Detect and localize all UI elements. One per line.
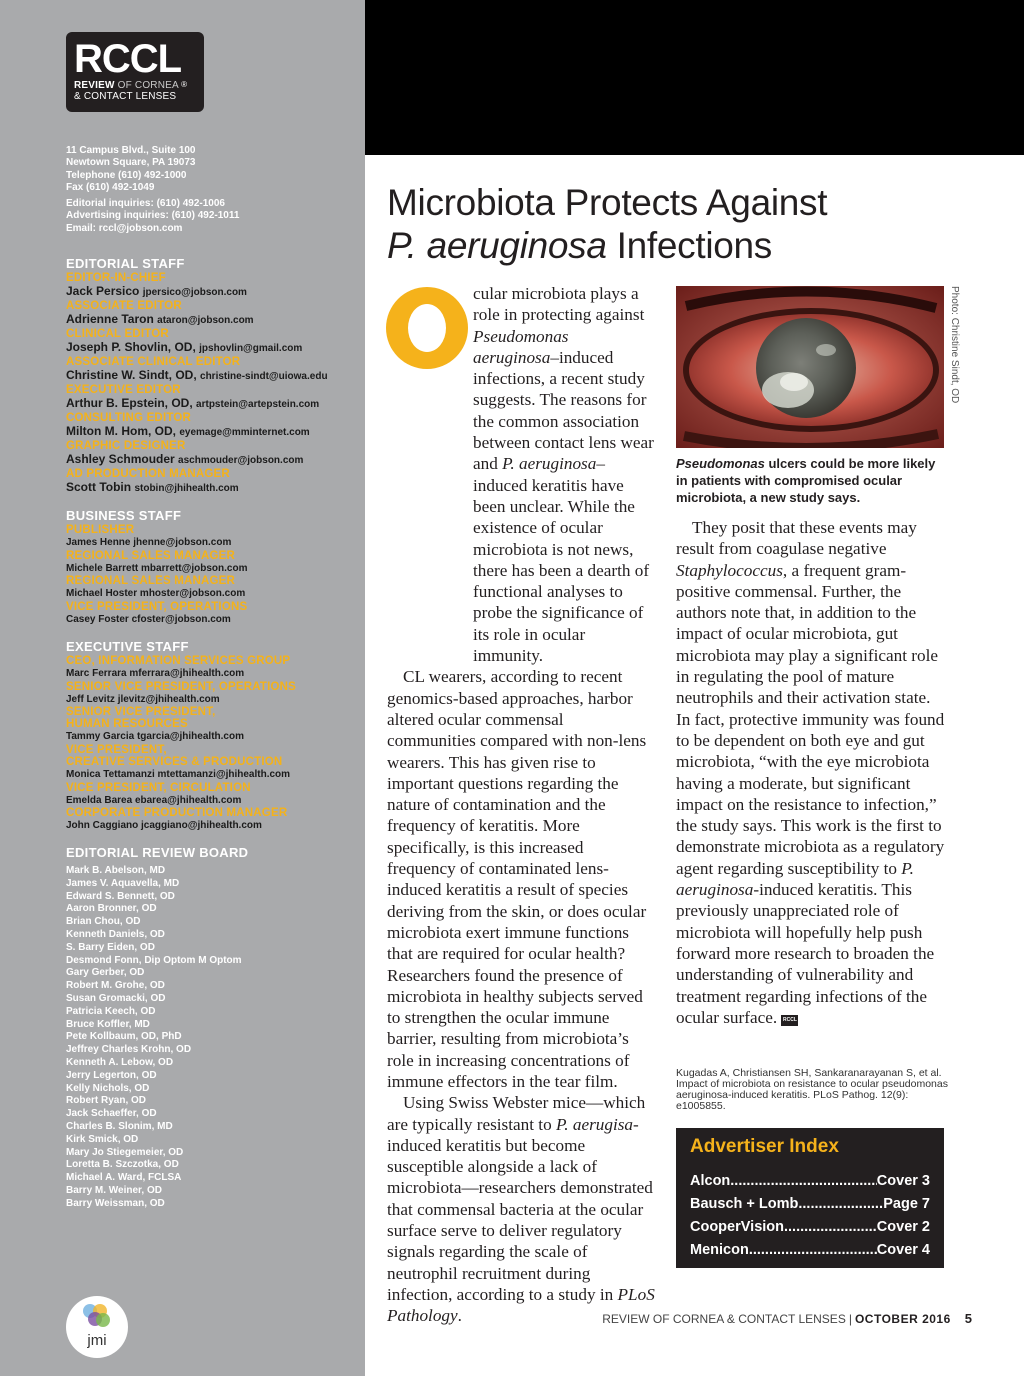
- staff-role: GRAPHIC DESIGNER: [66, 440, 186, 452]
- contact-inquiry-line: Editorial inquiries: (610) 492-1006: [66, 198, 225, 210]
- staff-name: Casey Foster: [66, 614, 129, 626]
- advertiser-page: Cover 3: [876, 1173, 930, 1189]
- staff-email: jhenne@jobson.com: [133, 537, 232, 548]
- staff-name: Jeff Levitz: [66, 693, 115, 705]
- review-board-member: Loretta B. Szczotka, OD: [66, 1159, 179, 1171]
- staff-member: [66, 730, 362, 744]
- staff-member: [66, 340, 362, 356]
- italic-term: P. aerugisa: [555, 1114, 634, 1134]
- advertiser-row: [690, 1170, 930, 1193]
- italic-term: P. aeruginosa: [676, 858, 914, 900]
- jmi-logo-text: jmi: [87, 1332, 107, 1349]
- staff-role: CEO, INFORMATION SERVICES GROUP: [66, 654, 291, 667]
- paragraph-text: .: [457, 1306, 462, 1326]
- footer-issue: OCTOBER 2016: [854, 1312, 951, 1326]
- contact-line: 11 Campus Blvd., Suite 100: [66, 145, 196, 156]
- leader-dots: [749, 1239, 877, 1262]
- staff-email: mferrara@jhihealth.com: [129, 667, 245, 679]
- review-board-member: James V. Aquavella, MD: [66, 877, 180, 889]
- review-board-member: Bruce Koffler, MD: [66, 1018, 150, 1030]
- staff-member: [66, 613, 362, 627]
- staff-name: Monica Tettamanzi: [66, 768, 155, 780]
- paragraph-text: Using Swiss Webster mice—which are typically resistant to: [387, 1093, 646, 1134]
- staff-name: Emelda Barea: [66, 794, 133, 806]
- review-board-member: Pete Kollbaum, OD, PhD: [66, 1031, 182, 1043]
- staff-name: Arthur B. Epstein, OD,: [66, 396, 193, 410]
- advertiser-page: Cover 4: [876, 1242, 930, 1258]
- paragraph-text: -induced keratitis. This previously unappreciated role of microbiota will hopefully help push forward more research to broaden the understanding of vulnerability and treatment regarding infections of the ocular surface.: [676, 880, 935, 1027]
- review-board-member: Kirk Smick, OD: [66, 1133, 139, 1145]
- staff-name: Jack Persico: [66, 284, 140, 298]
- staff-email: jpshovlin@gmail.com: [199, 343, 303, 354]
- review-board-member: Mark B. Abelson, MD: [66, 865, 166, 877]
- staff-email: mhoster@jobson.com: [139, 588, 246, 600]
- staff-role: CLINICAL EDITOR: [66, 328, 169, 340]
- page-number: 5: [964, 1311, 972, 1326]
- paragraph-text: -induced keratitis but become susceptible alongside a lack of microbiota—researchers demonstrated that commensal bacteria at the ocular surface serve to deliver regulatory signals regarding the scale of neutrophil recruitment during infection, according to a study in: [387, 1114, 653, 1304]
- staff-member: [66, 368, 362, 384]
- italic-term: PLoS Pathology: [387, 1284, 655, 1326]
- paragraph-text: –induced keratitis have been unclear. While the existence of ocular microbiota is not news, there has been a dearth of functional analyses to probe the significance of its role in ocular immunity.: [473, 454, 650, 666]
- staff-role: CORPORATE PRODUCTION MANAGER: [66, 807, 288, 820]
- staff-member: [66, 480, 362, 496]
- staff-name: Joseph P. Shovlin, OD,: [66, 340, 196, 354]
- staff-name: Tammy Garcia: [66, 731, 135, 743]
- staff-name: Milton M. Hom, OD,: [66, 424, 176, 438]
- staff-email: ataron@jobson.com: [157, 315, 254, 326]
- review-board-member: Gary Gerber, OD: [66, 967, 145, 979]
- paragraph-text: , a frequent gram-positive commensal. Further, the authors note that, in addition to the impact of ocular microbiota, gut microbiota may play a significant role in regulating the pool of mature neutrophils and their activation state. In fact, protective immunity was found to be dependent on both eye and gut microbiota, “with the eye microbiota having a moderate, but significant impact on the resistance to infection,” the study says. This work is the first to demonstrate microbiota as a regulatory agent regarding susceptibility to: [676, 560, 945, 878]
- rccl-logo: [66, 32, 204, 112]
- advertiser-row: [690, 1216, 930, 1239]
- photo-credit: [947, 286, 961, 446]
- staff-email: jpersico@jobson.com: [142, 287, 247, 298]
- staff-name: James Henne: [66, 537, 131, 548]
- caption-italic: Pseudomonas: [676, 456, 765, 471]
- title-line2-italic: P. aeruginosa: [387, 225, 607, 266]
- staff-member: [66, 284, 362, 300]
- staff-email: stobin@jhihealth.com: [134, 483, 239, 494]
- review-board-member: Jack Schaeffer, OD: [66, 1108, 157, 1120]
- staff-email: jcaggiano@jhihealth.com: [141, 820, 262, 832]
- section-heading: EDITORIAL STAFF: [66, 256, 185, 271]
- staff-email: christine-sindt@uiowa.edu: [200, 371, 328, 382]
- staff-member: [66, 536, 362, 550]
- jmi-logo: [66, 1296, 128, 1358]
- contact-line: Fax (610) 492-1049: [66, 181, 155, 193]
- review-board-member: Barry Weissman, OD: [66, 1197, 165, 1209]
- review-board-member: Patricia Keech, OD: [66, 1005, 156, 1017]
- section-heading: EDITORIAL REVIEW BOARD: [66, 845, 249, 861]
- staff-email: jlevitz@jhihealth.com: [117, 693, 220, 705]
- footer-separator: |: [848, 1312, 852, 1326]
- staff-role: VICE PRESIDENT, CIRCULATION: [66, 781, 251, 794]
- staff-member: [66, 312, 362, 328]
- staff-email: tgarcia@jhihealth.com: [136, 731, 244, 743]
- title-line2-rest: Infections: [606, 225, 773, 266]
- photo-caption: [676, 455, 946, 506]
- staff-role: EDITOR-IN-CHIEF: [66, 272, 166, 284]
- staff-name: Michele Barrett: [66, 562, 139, 574]
- staff-role: HUMAN RESOURCES: [66, 718, 188, 731]
- contact-inquiry-line: Advertising inquiries: (610) 492-1011: [66, 210, 240, 222]
- review-board-member: Susan Gromacki, OD: [66, 993, 166, 1004]
- advertiser-index-heading: Advertiser Index: [690, 1136, 839, 1157]
- logo-line2: & CONTACT LENSES: [74, 91, 177, 102]
- article-column-1: [387, 283, 655, 1327]
- page-footer: [600, 1311, 972, 1326]
- logo-line1-a: REVIEW: [74, 80, 115, 91]
- staff-name: John Caggiano: [66, 820, 139, 832]
- staff-name: Marc Ferrara: [66, 667, 127, 679]
- leader-dots: [730, 1170, 877, 1193]
- staff-member: [66, 794, 362, 808]
- staff-role: VICE PRESIDENT,: [66, 743, 167, 756]
- staff-email: aschmouder@jobson.com: [178, 455, 304, 466]
- advertiser-index-list: [690, 1170, 930, 1262]
- staff-member: [66, 587, 362, 601]
- staff-email: eyemage@mminternet.com: [179, 427, 310, 438]
- article-title: [387, 181, 1007, 267]
- advertiser-name: Bausch + Lomb: [690, 1196, 799, 1212]
- contact-line: Telephone (610) 492-1000: [66, 169, 187, 181]
- review-board-member: Charles B. Slonim, MD: [66, 1120, 173, 1132]
- review-board-member: Aaron Bronner, OD: [66, 903, 157, 915]
- italic-term: P. aeruginosa: [502, 454, 597, 474]
- masthead-sidebar: [0, 0, 365, 1376]
- logo-mark: RCCL: [74, 37, 182, 81]
- review-board-member: Brian Chou, OD: [66, 916, 141, 928]
- contact-line: Newtown Square, PA 19073: [66, 157, 196, 169]
- italic-term: Staphylococcus: [676, 560, 783, 580]
- leader-dots: [784, 1216, 877, 1239]
- article-paragraph: [387, 1092, 655, 1326]
- staff-name: Scott Tobin: [66, 480, 132, 494]
- top-black-bar: [365, 0, 1024, 155]
- staff-role: CONSULTING EDITOR: [66, 412, 192, 424]
- review-board-member: Robert Ryan, OD: [66, 1095, 147, 1107]
- staff-member: [66, 693, 362, 707]
- staff-member: [66, 396, 362, 412]
- staff-member: [66, 667, 362, 681]
- staff-role: REGIONAL SALES MANAGER: [66, 575, 236, 588]
- advertiser-row: [690, 1193, 930, 1216]
- staff-name: Michael Hoster: [66, 588, 138, 600]
- advertiser-page: Cover 2: [876, 1219, 930, 1235]
- review-board-member: S. Barry Eiden, OD: [66, 941, 155, 953]
- review-board-member: Jeffrey Charles Krohn, OD: [66, 1044, 192, 1056]
- review-board-member: Michael A. Ward, FCLSA: [66, 1172, 182, 1184]
- staff-name: Ashley Schmouder: [66, 452, 175, 466]
- staff-member: [66, 768, 362, 782]
- staff-email: ebarea@jhihealth.com: [134, 794, 242, 806]
- staff-member: [66, 424, 362, 440]
- staff-name: Christine W. Sindt, OD,: [66, 368, 197, 382]
- staff-role: ASSOCIATE EDITOR: [66, 300, 182, 312]
- staff-role: REGIONAL SALES MANAGER: [66, 549, 236, 562]
- advertiser-name: Alcon: [690, 1173, 731, 1189]
- contact-info: [66, 145, 356, 235]
- staff-email: artpstein@artepstein.com: [196, 399, 320, 410]
- footer-publication: REVIEW OF CORNEA & CONTACT LENSES: [602, 1312, 846, 1326]
- advertiser-name: Menicon: [690, 1242, 749, 1258]
- review-board-member: Mary Jo Stiegemeier, OD: [66, 1146, 184, 1158]
- paragraph-text: CL wearers, according to recent genomics-based approaches, harbor altered ocular commensal communities compared with non-lens wearers. This has given rise to important questions regarding the nature of contamination and the frequency of keratitis. More specifically, is this increased frequency of contaminated lens-induced keratitis a result of species deriving from the skin, or does ocular microbiota exert immune functions that are required for ocular health? Researchers found the presence of microbiota in healthy subjects served to strengthen the ocular immune barrier, resulting from microbiota’s role in increasing concentrations of immune effectors in the tear film.: [387, 667, 647, 1091]
- staff-role: CREATIVE SERVICES & PRODUCTION: [66, 755, 283, 768]
- article-paragraph: [676, 517, 946, 1028]
- section-heading: EXECUTIVE STAFF: [66, 638, 189, 654]
- review-board-member: Kenneth Daniels, OD: [66, 929, 165, 941]
- logo-line1-b: OF CORNEA: [117, 80, 179, 91]
- staff-email: cfoster@jobson.com: [131, 614, 231, 626]
- staff-role: EXECUTIVE EDITOR: [66, 384, 181, 396]
- italic-term: Pseudomonas aeruginosa: [473, 326, 569, 367]
- review-board-member: Kenneth A. Lebow, OD: [66, 1056, 174, 1068]
- staff-role: SENIOR VICE PRESIDENT, OPERATIONS: [66, 680, 297, 693]
- staff-role: AD PRODUCTION MANAGER: [66, 468, 230, 480]
- staff-email: mtettamanzi@jhihealth.com: [157, 768, 291, 780]
- reference-citation: Kugadas A, Christiansen SH, Sankaranarayanan S, et al. Impact of microbiota on resistance to ocular pseudomonas aeruginosa-induced keratitis. PLoS Pathog. 12(9): e1005855.: [676, 1067, 948, 1112]
- review-board-member: Barry M. Weiner, OD: [66, 1184, 162, 1196]
- article-column-2: [676, 517, 946, 1028]
- review-board-member: Desmond Fonn, Dip Optom M Optom: [66, 954, 242, 966]
- paragraph-text: –induced infections, a recent study suggests. The reasons for the common association between contact lens wear and: [473, 347, 654, 474]
- advertiser-row: [690, 1239, 930, 1262]
- paragraph-text: They posit that these events may result from coagulase negative: [676, 518, 917, 559]
- contact-inquiry-line: Email: rccl@jobson.com: [66, 222, 183, 234]
- staff-role: SENIOR VICE PRESIDENT,: [66, 706, 216, 719]
- eye-photo-image: [676, 286, 944, 448]
- photo-credit-text: Photo: Christine Sindt, OD: [949, 286, 960, 404]
- end-mark-icon: RCCL: [781, 1015, 798, 1026]
- section-heading: BUSINESS STAFF: [66, 508, 182, 523]
- staff-role: ASSOCIATE CLINICAL EDITOR: [66, 356, 241, 368]
- leader-dots: [798, 1193, 883, 1216]
- review-board-member: Edward S. Bennett, OD: [66, 890, 175, 902]
- staff-name: Adrienne Taron: [66, 312, 154, 326]
- staff-listing: [66, 256, 362, 1211]
- advertiser-page: Page 7: [883, 1196, 930, 1212]
- advertiser-index-box: [676, 1128, 944, 1268]
- article-paragraph: [387, 666, 655, 1092]
- staff-email: mbarrett@jobson.com: [141, 562, 248, 574]
- review-board-member: Robert M. Grohe, OD: [66, 980, 165, 992]
- title-line1: Microbiota Protects Against: [387, 182, 828, 223]
- article-paragraph: [387, 283, 655, 666]
- advertiser-name: CooperVision: [690, 1219, 784, 1235]
- logo-registered: ®: [181, 80, 186, 89]
- paragraph-text: cular microbiota plays a role in protecting against: [473, 284, 645, 325]
- staff-role: PUBLISHER: [66, 524, 135, 536]
- staff-member: [66, 562, 362, 576]
- review-board-member: Kelly Nichols, OD: [66, 1082, 150, 1094]
- caption-text: ulcers could be more likely in patients with compromised ocular microbiota, a new study says.: [676, 456, 936, 505]
- eye-photo: [676, 286, 944, 448]
- staff-role: VICE PRESIDENT, OPERATIONS: [66, 601, 248, 614]
- staff-member: [66, 819, 362, 833]
- review-board-member: Jerry Legerton, OD: [66, 1069, 157, 1081]
- staff-member: [66, 452, 362, 468]
